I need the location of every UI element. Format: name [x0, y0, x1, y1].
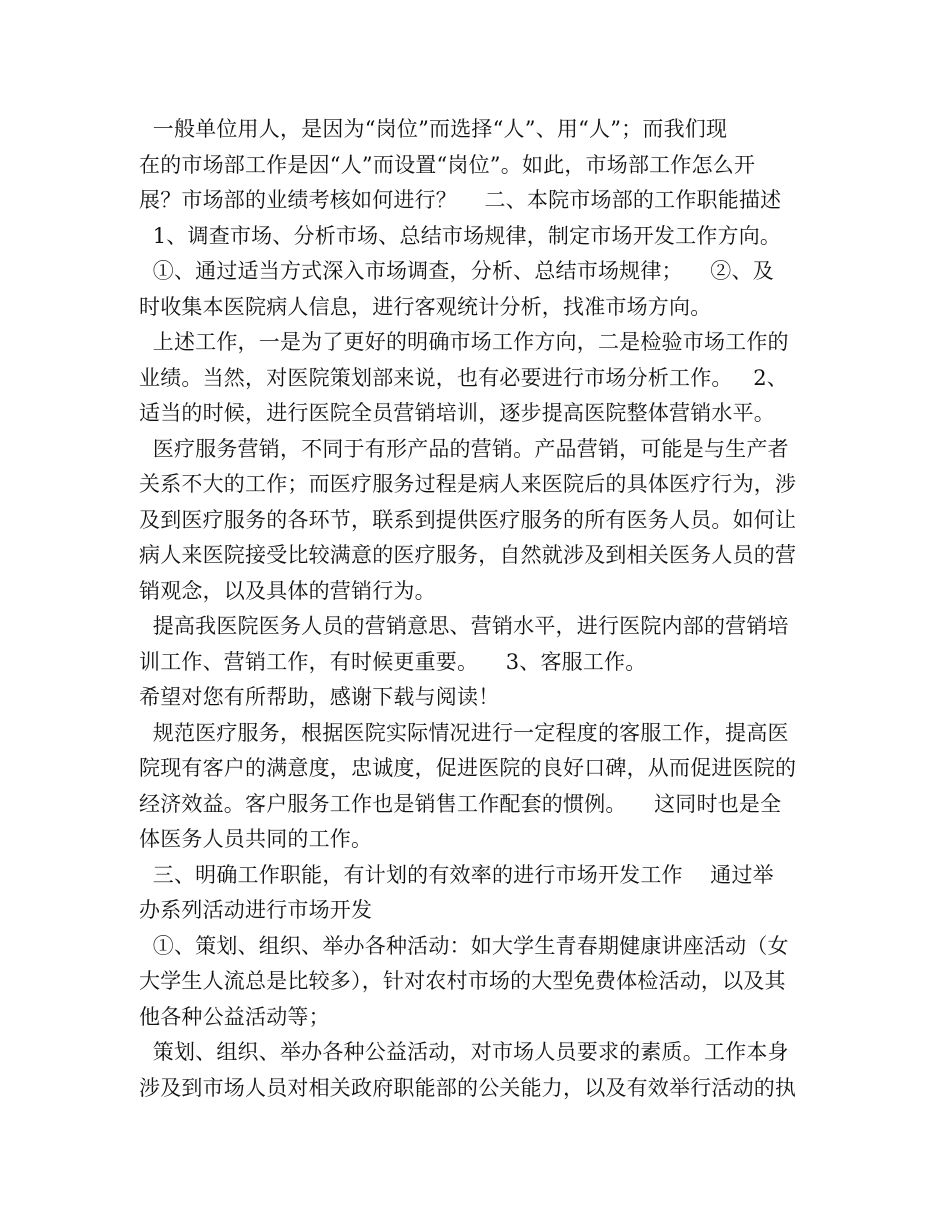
- text-line: 大学生人流总是比较多），针对农村市场的大型免费体检活动，以及其: [139, 969, 786, 993]
- text-line: 提高我医院医务人员的营销意思、营销水平，进行医院内部的营销培: [139, 614, 789, 638]
- text-line: 及到医疗服务的各环节，联系到提供医疗服务的所有医务人员。如何让: [139, 507, 797, 532]
- text-line: 体医务人员共同的工作。: [139, 827, 373, 851]
- text-line: 院现有客户的满意度，忠诚度，促进医院的良好口碑，从而促进医院的: [139, 756, 797, 780]
- text-line: ①、通过适当方式深入市场调查，分析、总结市场规律； ②、及: [139, 259, 774, 283]
- text-line: 1、调查市场、分析市场、总结市场规律，制定市场开发工作方向。: [139, 223, 782, 248]
- text-line: 策划、组织、举办各种公益活动，对市场人员要求的素质。工作本身: [139, 1040, 789, 1064]
- text-line: ①、策划、组织、举办各种活动：如大学生青春期健康讲座活动（女: [139, 933, 789, 958]
- text-line: 经济效益。客户服务工作也是销售工作配套的惯例。 这同时也是全: [139, 791, 782, 816]
- text-line: 三、明确工作职能，有计划的有效率的进行市场开发工作 通过举: [139, 862, 774, 887]
- text-line: 训工作、营销工作，有时候更重要。 3、客服工作。: [139, 649, 647, 674]
- text-line: 展？市场部的业绩考核如何进行？ 二、本院市场部的工作职能描述: [139, 188, 782, 212]
- text-line: 涉及到市场人员对相关政府职能部的公关能力，以及有效举行活动的执: [139, 1075, 797, 1100]
- text-line: 病人来医院接受比较满意的医疗服务，自然就涉及到相关医务人员的营: [139, 543, 797, 567]
- text-line: 上述工作，一是为了更好的明确市场工作方向，二是检验市场工作的: [139, 330, 789, 354]
- text-line: 销观念，以及具体的营销行为。: [139, 578, 436, 603]
- body-text: [139, 112, 815, 1106]
- text-line: 在的市场部工作是因“人”而设置“岗位”。如此，市场部工作怎么开: [139, 152, 756, 177]
- text-line: 规范医疗服务，根据医院实际情况进行一定程度的客服工作，提高医: [139, 720, 789, 745]
- text-line: 时收集本医院病人信息，进行客观统计分析，找准市场方向。: [139, 294, 712, 319]
- text-line: 关系不大的工作；而医疗服务过程是病人来医院后的具体医疗行为，涉: [139, 472, 797, 496]
- text-line: 一般单位用人，是因为“岗位”而选择“人”、用“人”；而我们现: [139, 117, 728, 141]
- text-line: 他各种公益活动等；: [139, 1004, 330, 1029]
- text-line: 业绩。当然，对医院策划部来说，也有必要进行市场分析工作。 2、: [139, 365, 788, 390]
- text-line: 医疗服务营销，不同于有形产品的营销。产品营销，可能是与生产者: [139, 436, 789, 461]
- text-line: 适当的时候，进行医院全员营销培训，逐步提高医院整体营销水平。: [139, 401, 775, 425]
- text-line: 办系列活动进行市场开发: [139, 898, 373, 922]
- text-line: 希望对您有所帮助，感谢下载与阅读！: [139, 685, 500, 709]
